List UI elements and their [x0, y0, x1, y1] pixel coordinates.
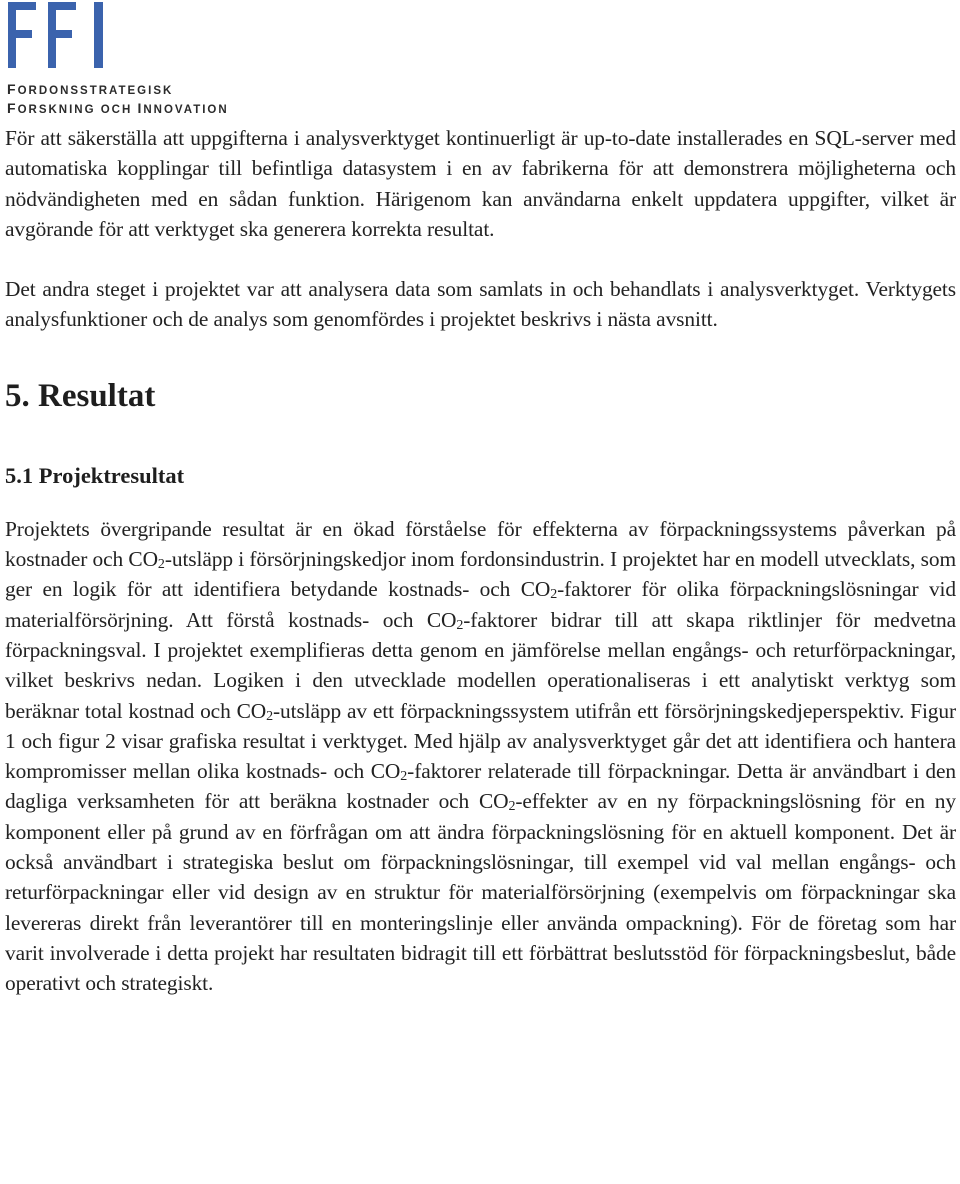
- co2-subscript: 2: [456, 617, 464, 633]
- section-heading-resultat: 5. Resultat: [5, 377, 156, 414]
- ffi-logo-mark: [6, 2, 108, 68]
- co2-subscript: 2: [550, 587, 558, 603]
- paragraph-sql-server: För att säkerställa att uppgifterna i analysverktyget kontinuerligt är up-to-date installerades en SQL-server med automatiska kopplingar till befintliga datasystem i en av fabrikerna för att demonstrera möjligheterna och nödvändigheten med en sådan funktion. Härigenom kan användarna enkelt uppdatera uppgifter, vilket är avgörande för att verktyget ska generera korrekta resultat.: [5, 126, 956, 241]
- co2-subscript: 2: [157, 557, 165, 573]
- co2-subscript: 2: [508, 799, 516, 815]
- document-body: [5, 120, 956, 999]
- ffi-logo: [6, 2, 246, 120]
- logo-text-line1: FORDONSSTRATEGISK: [7, 81, 174, 97]
- paragraph-projektresultat: Projektets övergripande resultat är en ökad förståelse för effekterna av förpackningssystems påverkan på kostnader och $CO_2$-utsläpp i försörjningskedjor inom fordonsindustrin. I projektet har en modell utvecklats, som ger en logik för att identifiera betydande kostnads- och $CO_2$-faktorer för olika förpackningslösningar vid materialförsörjning. Att förstå kostnads- och $CO_2$-faktorer bidrar till att skapa riktlinjer för medvetna förpackningsval. I projektet exemplifieras detta genom en jämförelse mellan engångs- och returförpackningar, vilket beskrivs nedan. Logiken i den utvecklade modellen operationaliseras i ett analytiskt verktyg som beräknar total kostnad och $CO_2$-utsläpp av ett förpackningssystem utifrån ett försörjningskedjeperspektiv. Figur 1 och figur 2 visar grafiska resultat i verktyget. Med hjälp av analysverktyget går det att identifiera och hantera kompromisser mellan olika kostnads- och $CO_2$-faktorer relaterade till förpackningar. Detta är användbart i den dagliga verksamheten för att beräkna kostnader och $CO_2$-effekter av en ny förpackningslösning för en ny komponent eller på grund av en förfrågan om att ändra förpackningslösning för en aktuell komponent. Det är också användbart i strategiska beslut om förpackningslösningar, till exempel vid val mellan engångs- och returförpackningar eller vid design av en struktur för materialförsörjning (exempelvis om förpackningar ska levereras direkt från leverantörer till en monteringslinje eller använda ompackning). För de företag som har varit involverade i detta projekt har resultaten bidragit till ett förbättrat beslutsstöd för förpackningsbeslut, både operativt och strategiskt.: [5, 516, 957, 996]
- paragraph-analysis-step: Det andra steget i projektet var att analysera data som samlats in och behandlats i analysverktyget. Verktygets analysfunktioner och de analys som genomfördes i projektet beskrivs i nästa avsnitt.: [5, 277, 956, 332]
- co2-subscript: 2: [400, 769, 408, 785]
- subsection-heading-projektresultat: 5.1 Projektresultat: [5, 462, 185, 488]
- logo-text-line2: FORSKNING OCH INNOVATION: [7, 100, 229, 116]
- co2-subscript: 2: [266, 708, 273, 724]
